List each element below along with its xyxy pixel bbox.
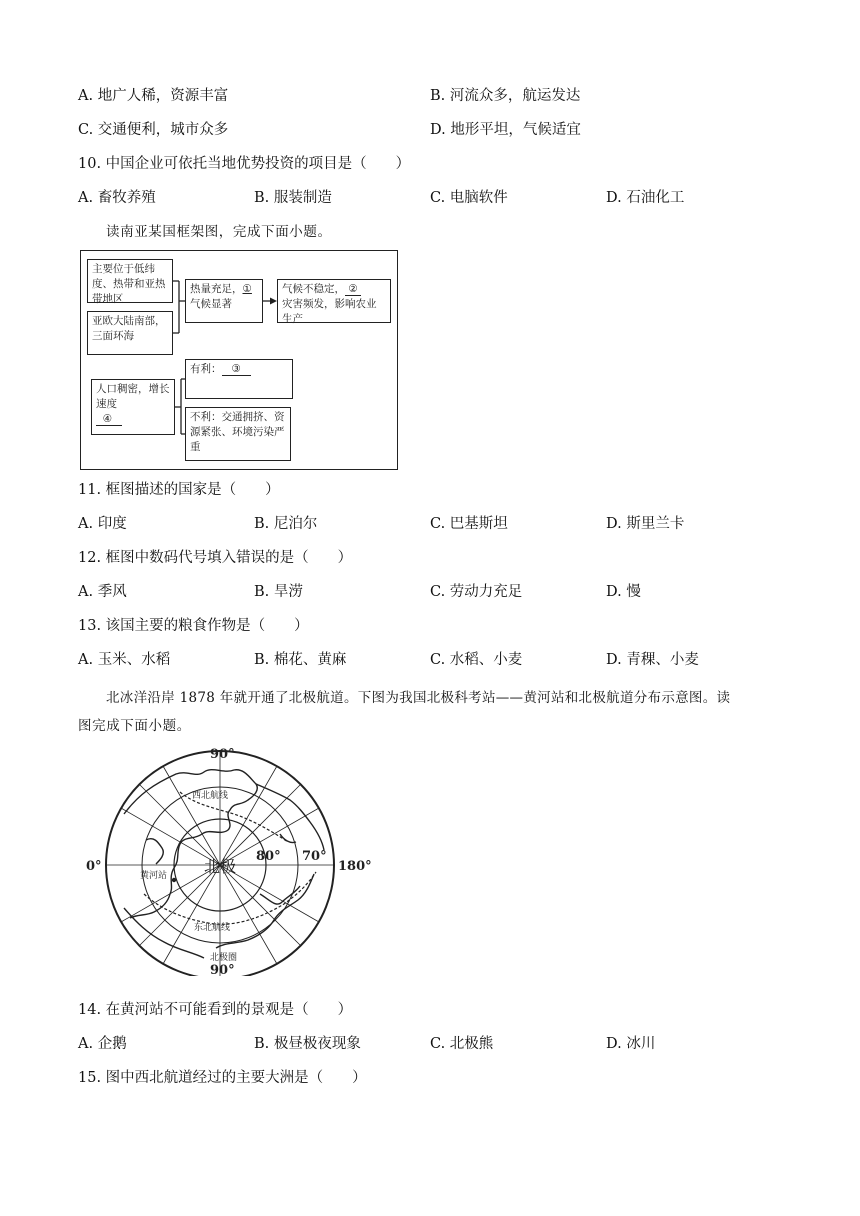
- q15-stem: 15. 图中西北航道经过的主要大洲是（ ）: [78, 1070, 367, 1086]
- box-unfavorable: 不利：交通拥挤、资源紧张、环境污染严重: [185, 407, 291, 461]
- box-heat: 热量充足，① 气候显著: [185, 279, 263, 323]
- q9-option-c: C. 交通便利，城市众多: [78, 122, 229, 138]
- box-location: 亚欧大陆南部，三面环海: [87, 311, 173, 355]
- q14-option-a: A. 企鹅: [78, 1036, 127, 1052]
- pole-label: 北极: [204, 857, 237, 876]
- q11-option-d: D. 斯里兰卡: [606, 516, 685, 532]
- box-favorable: 有利： ③: [185, 359, 293, 399]
- box-latitude: 主要位于低纬度、热带和亚热带地区: [87, 259, 173, 303]
- lon-label-right: 180°: [338, 859, 372, 874]
- intro-arctic-line2: 图完成下面小题。: [78, 718, 191, 734]
- q14-stem: 14. 在黄河站不可能看到的景观是（ ）: [78, 1002, 353, 1018]
- q13-option-a: A. 玉米、水稻: [78, 652, 171, 668]
- lat-label-80: 80°: [256, 849, 281, 864]
- q10-option-c: C. 电脑软件: [430, 190, 508, 206]
- q12-stem: 12. 框图中数码代号填入错误的是（ ）: [78, 550, 353, 566]
- box-population: 人口稠密，增长速度 ④: [91, 379, 175, 435]
- q13-option-b: B. 棉花、黄麻: [254, 652, 347, 668]
- q11-option-a: A. 印度: [78, 516, 127, 532]
- station-label: 黄河站: [140, 871, 168, 881]
- q13-stem: 13. 该国主要的粮食作物是（ ）: [78, 618, 309, 634]
- q10-option-a: A. 畜牧养殖: [78, 190, 156, 206]
- q11-option-c: C. 巴基斯坦: [430, 516, 508, 532]
- nw-route-label: 西北航线: [192, 791, 229, 801]
- q11-stem: 11. 框图描述的国家是（ ）: [78, 482, 280, 498]
- q12-option-d: D. 慢: [606, 584, 641, 600]
- box-climate-unstable: 气候不稳定， ② 灾害频发，影响农业生产: [277, 279, 391, 323]
- q12-option-a: A. 季风: [78, 584, 127, 600]
- q12-option-c: C. 劳动力充足: [430, 584, 523, 600]
- station-marker: [172, 878, 176, 882]
- q14-option-c: C. 北极熊: [430, 1036, 494, 1052]
- intro-arctic-line1: 北冰洋沿岸 1878 年就开通了北极航道。下图为我国北极科考站——黄河站和北极航道分布示意图。读: [106, 690, 731, 706]
- q14-option-b: B. 极昼极夜现象: [254, 1036, 361, 1052]
- q10-option-d: D. 石油化工: [606, 190, 685, 206]
- q9-option-d: D. 地形平坦，气候适宜: [430, 122, 581, 138]
- lat-label-70: 70°: [302, 849, 327, 864]
- q14-option-d: D. 冰川: [606, 1036, 656, 1052]
- lon-label-left: 0°: [86, 859, 102, 874]
- q12-option-b: B. 旱涝: [254, 584, 303, 600]
- ne-route-label: 东北航线: [194, 923, 231, 933]
- q10-option-b: B. 服装制造: [254, 190, 332, 206]
- q9-option-b: B. 河流众多，航运发达: [430, 88, 581, 104]
- arctic-circle-label: 北极圈: [210, 953, 238, 963]
- intro-south-asia: 读南亚某国框架图，完成下面小题。: [106, 224, 332, 240]
- arctic-map: [84, 744, 380, 976]
- q13-option-c: C. 水稻、小麦: [430, 652, 523, 668]
- lon-label-bottom: 90°: [210, 963, 235, 976]
- framework-connectors: [81, 251, 399, 471]
- q13-option-d: D. 青稞、小麦: [606, 652, 699, 668]
- q10-stem: 10. 中国企业可依托当地优势投资的项目是（ ）: [78, 156, 411, 172]
- q11-option-b: B. 尼泊尔: [254, 516, 318, 532]
- q9-option-a: A. 地广人稀，资源丰富: [78, 88, 229, 104]
- framework-diagram: [80, 250, 398, 470]
- lon-label-top: 90°: [210, 747, 235, 762]
